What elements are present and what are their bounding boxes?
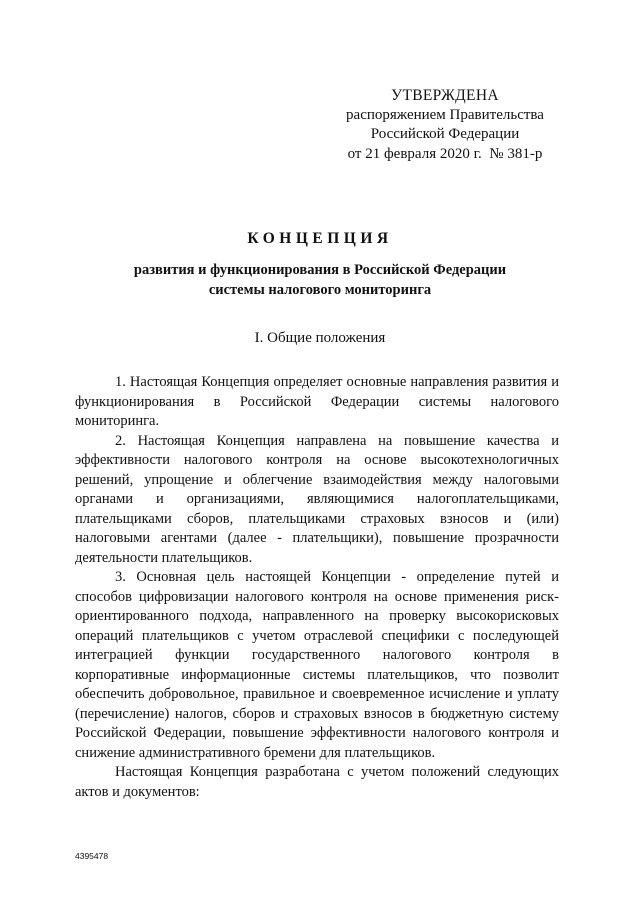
subtitle-line-1: развития и функционирования в Российской Федерации [133,262,507,278]
paragraph-3: 3. Основная цель настоящей Концепции - определение путей и способов цифровизации налогового контроля на основе применения риск-ориентированного подхода, направленного на проверку высокорисковых операций плательщиков с учетом отраслевой специфики с последующей интеграцией функции государственного налогового контроля в корпоративные информационные системы плательщиков, что позволит обеспечить добровольное, правильное и своевременное исчисление и уплату (перечисление) налогов, сборов и страховых взносов в бюджетную систему Российской Федерации, повышение эффективности налогового контроля и снижение административного бремени для плательщиков. [75,569,559,761]
approval-authority: распоряжением Правительства [346,106,544,123]
approval-heading: УТВЕРЖДЕНА [391,87,499,104]
paragraph-4: Настоящая Концепция разработана с учетом положений следующих актов и документов: [75,764,559,800]
approval-block [330,86,560,164]
subtitle-line-2: системы налогового мониторинга [208,282,432,298]
document-subtitle [80,260,560,300]
section-heading: I. Общие положения [254,330,386,346]
document-title: КОНЦЕПЦИЯ [247,230,393,247]
paragraph-1: 1. Настоящая Концепция определяет основные направления развития и функционирования в Российской Федерации системы налогового мониторинга. [75,374,559,429]
approval-date: от 21 февраля 2020 г. № 381-р [347,145,543,162]
approval-country: Российской Федерации [370,126,520,142]
document-id: 4395478 [75,851,109,861]
paragraph-2: 2. Настоящая Концепция направлена на повышение качества и эффективности налогового контроля на основе высокотехнологичных решений, упрощение и облегчение взаимодействия между налоговыми органами и организациями, являющимися налогоплательщиками, плательщиками сборов, плательщиками страховых взносов и (или) налоговыми агентами (далее - плательщики), повышение прозрачности деятельности плательщиков. [75,432,559,566]
document-body [75,373,559,802]
